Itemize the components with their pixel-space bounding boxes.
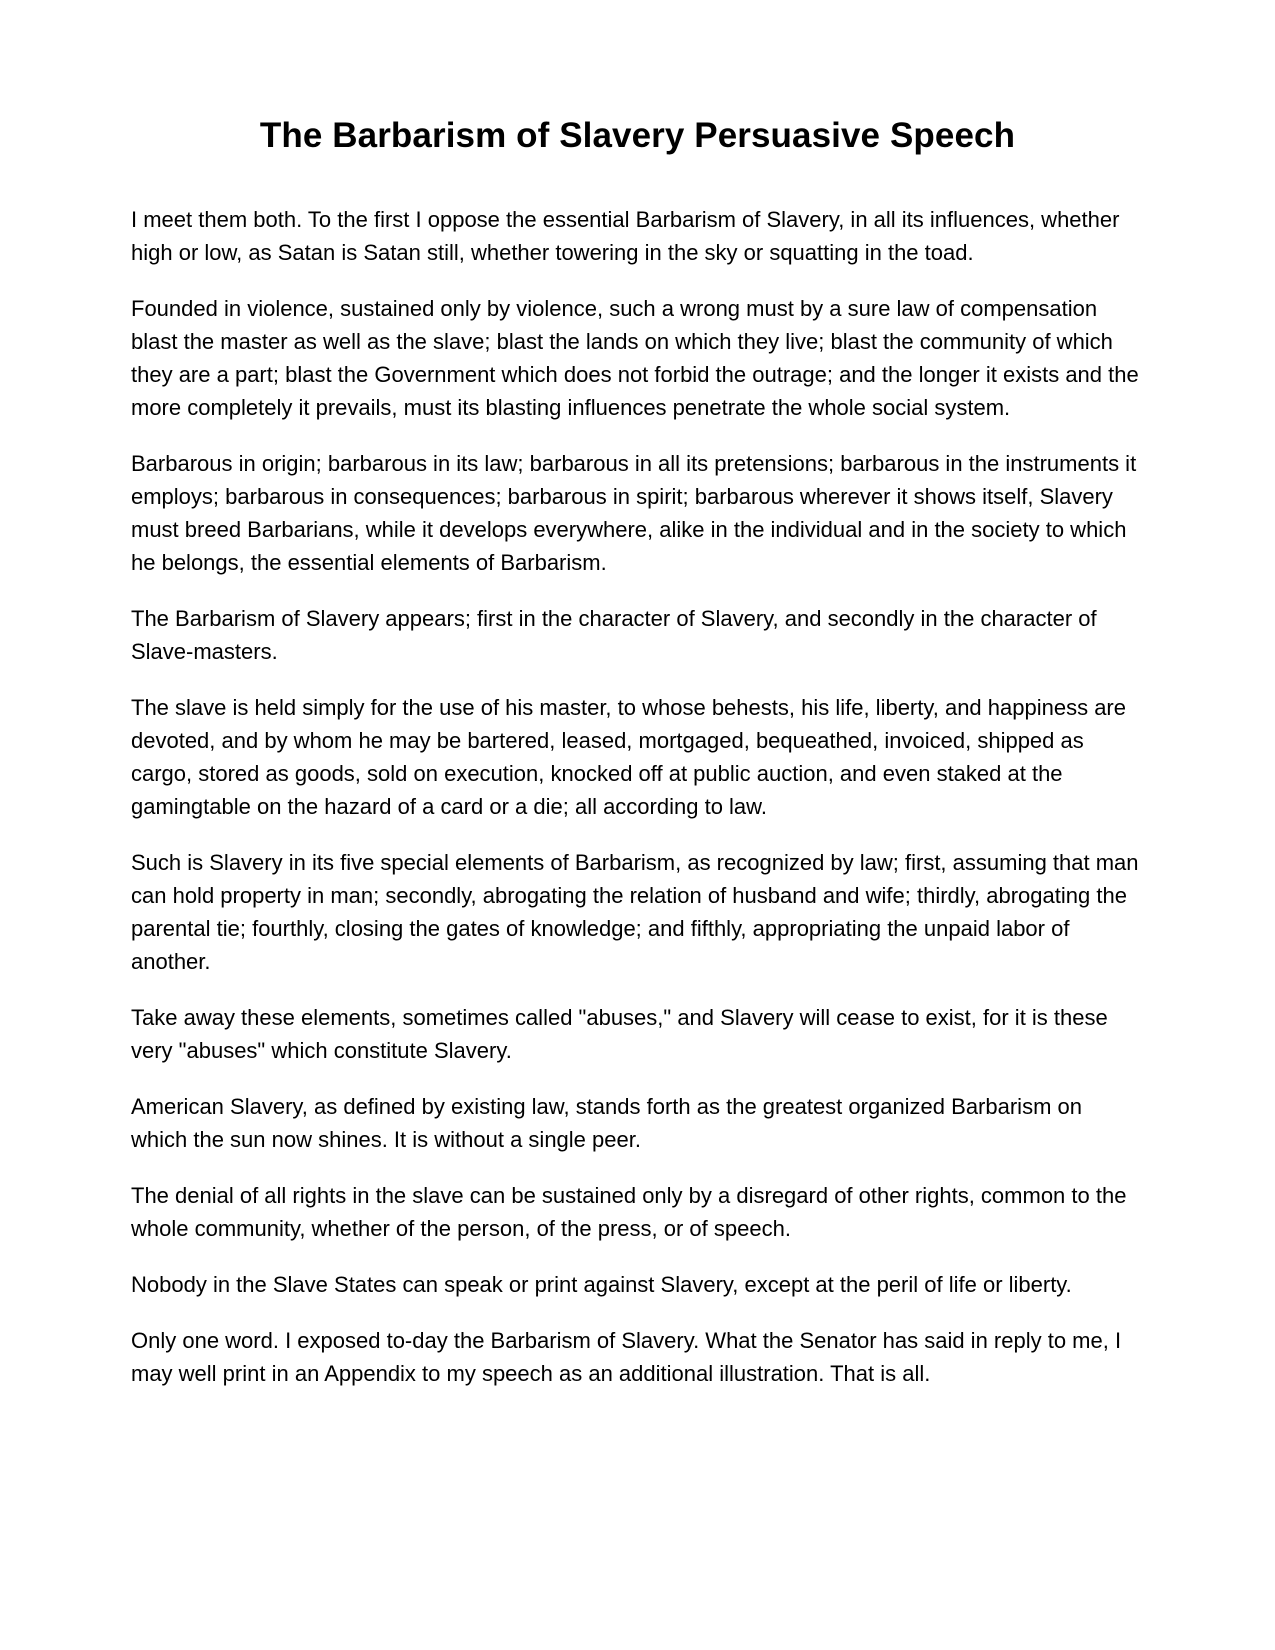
paragraph-1: I meet them both. To the first I oppose the essential Barbarism of Slavery, in all its influences, whether high or low, as Satan is Satan still, whether towering in the sky or squatting in the toad. <box>131 207 1120 265</box>
paragraph-3: Barbarous in origin; barbarous in its law; barbarous in all its pretensions; barbarous in the instruments it employs; barbarous in consequences; barbarous in spirit; barbarous wherever it shows itself, Slavery must breed Barbarians, while it develops everywhere, alike in the individual and in the society to which he belongs, the essential elements of Barbarism. <box>131 451 1137 575</box>
paragraph-8: American Slavery, as defined by existing law, stands forth as the greatest organized Barbarism on which the sun now shines. It is without a single peer. <box>131 1094 1082 1152</box>
paragraph-5: The slave is held simply for the use of his master, to whose behests, his life, liberty, and happiness are devoted, and by whom he may be bartered, leased, mortgaged, bequeathed, invoiced, shipped as cargo, stored as goods, sold on execution, knocked off at public auction, and even staked at the gamingtable on the hazard of a card or a die; all according to law. <box>131 695 1126 819</box>
document-title: The Barbarism of Slavery Persuasive Speech <box>259 116 1016 155</box>
paragraph-4: The Barbarism of Slavery appears; first in the character of Slavery, and secondly in the character of Slave-masters. <box>131 606 1097 664</box>
paragraph-11: Only one word. I exposed to-day the Barbarism of Slavery. What the Senator has said in reply to me, I may well print in an Appendix to my speech as an additional illustration. That is all. <box>131 1328 1122 1386</box>
paragraph-6: Such is Slavery in its five special elements of Barbarism, as recognized by law; first, assuming that man can hold property in man; secondly, abrogating the relation of husband and wife; thirdly, abrogating the parental tie; fourthly, closing the gates of knowledge; and fifthly, appropriating the unpaid labor of another. <box>131 850 1139 974</box>
paragraph-10: Nobody in the Slave States can speak or print against Slavery, except at the peril of life or liberty. <box>131 1272 1072 1297</box>
document-body <box>131 203 1141 1413</box>
paragraph-7: Take away these elements, sometimes called "abuses," and Slavery will cease to exist, for it is these very "abuses" which constitute Slavery. <box>131 1005 1108 1063</box>
paragraph-2: Founded in violence, sustained only by violence, such a wrong must by a sure law of compensation blast the master as well as the slave; blast the lands on which they live; blast the community of which they are a part; blast the Government which does not forbid the outrage; and the longer it exists and the more completely it prevails, must its blasting influences penetrate the whole social system. <box>131 296 1139 420</box>
paragraph-9: The denial of all rights in the slave can be sustained only by a disregard of other rights, common to the whole community, whether of the person, of the press, or of speech. <box>131 1183 1127 1241</box>
